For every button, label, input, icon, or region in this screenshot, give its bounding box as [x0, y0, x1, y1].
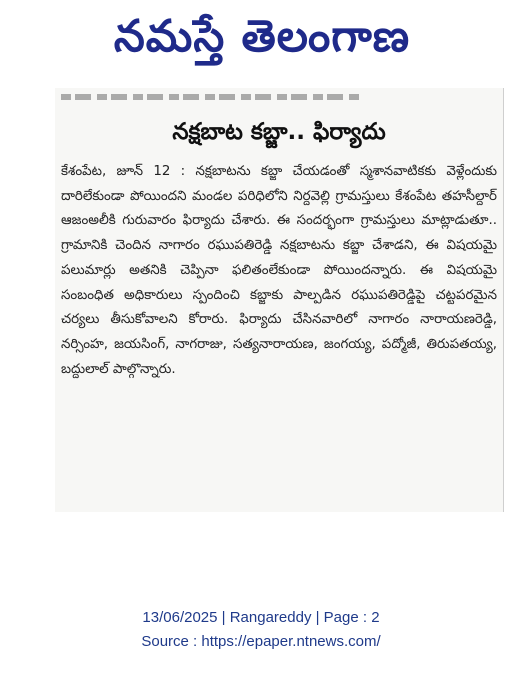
article-body [61, 160, 497, 382]
footer-date-line: 13/06/2025 | Rangareddy | Page : 2 [142, 609, 380, 626]
newspaper-masthead: నమస్తే తెలంగాణ [113, 11, 411, 62]
article-body-text: నక్షబాటను కబ్జా చేయడంతో స్మశానవాటికకు వెళ్లేందుకు దారిలేకుండా పోయిందని మండల పరిధిలోని నిర్దవెల్లి గ్రామస్తులు కేశంపేట తహసీల్దార్ ఆజంఅలీకి గురువారం ఫిర్యాదు చేశారు. ఈ సందర్భంగా గ్రామస్తులు మాట్లాడుతూ.. గ్రామానికి చెందిన నాగారం రఘుపతిరెడ్డి నక్షబాటను కబ్జా చేశాడని, ఈ విషయమై పలుమార్లు అతనికి చెప్పినా ఫలితంలేకుండా పోయిందన్నారు. ఈ విషయమై సంబంధిత అధికారులు స్పందించి కబ్జాకు పాల్పడిన రఘుపతిరెడ్డిపై చట్టపరమైన చర్యలు తీసుకోవాలని కోరారు. ఫిర్యాదు చేసినవారిలో నాగారం నారాయణరెడ్డి, నర్సింహ, జయసింగ్, నాగరాజు, సత్యనారాయణ, జంగయ్య, పద్మోజీ, తిరుపతయ్య, బద్దులాల్ పాల్గొన్నారు. [61, 164, 498, 377]
footer-source-line: Source : https://epaper.ntnews.com/ [141, 633, 381, 650]
cut-off-text-line [61, 94, 361, 100]
article-dateline: కేశంపేట, జూన్ 12 : [61, 164, 186, 179]
news-clipping [55, 88, 504, 512]
article-headline: నక్షబాట కబ్జా.. ఫిర్యాదు [172, 119, 386, 145]
